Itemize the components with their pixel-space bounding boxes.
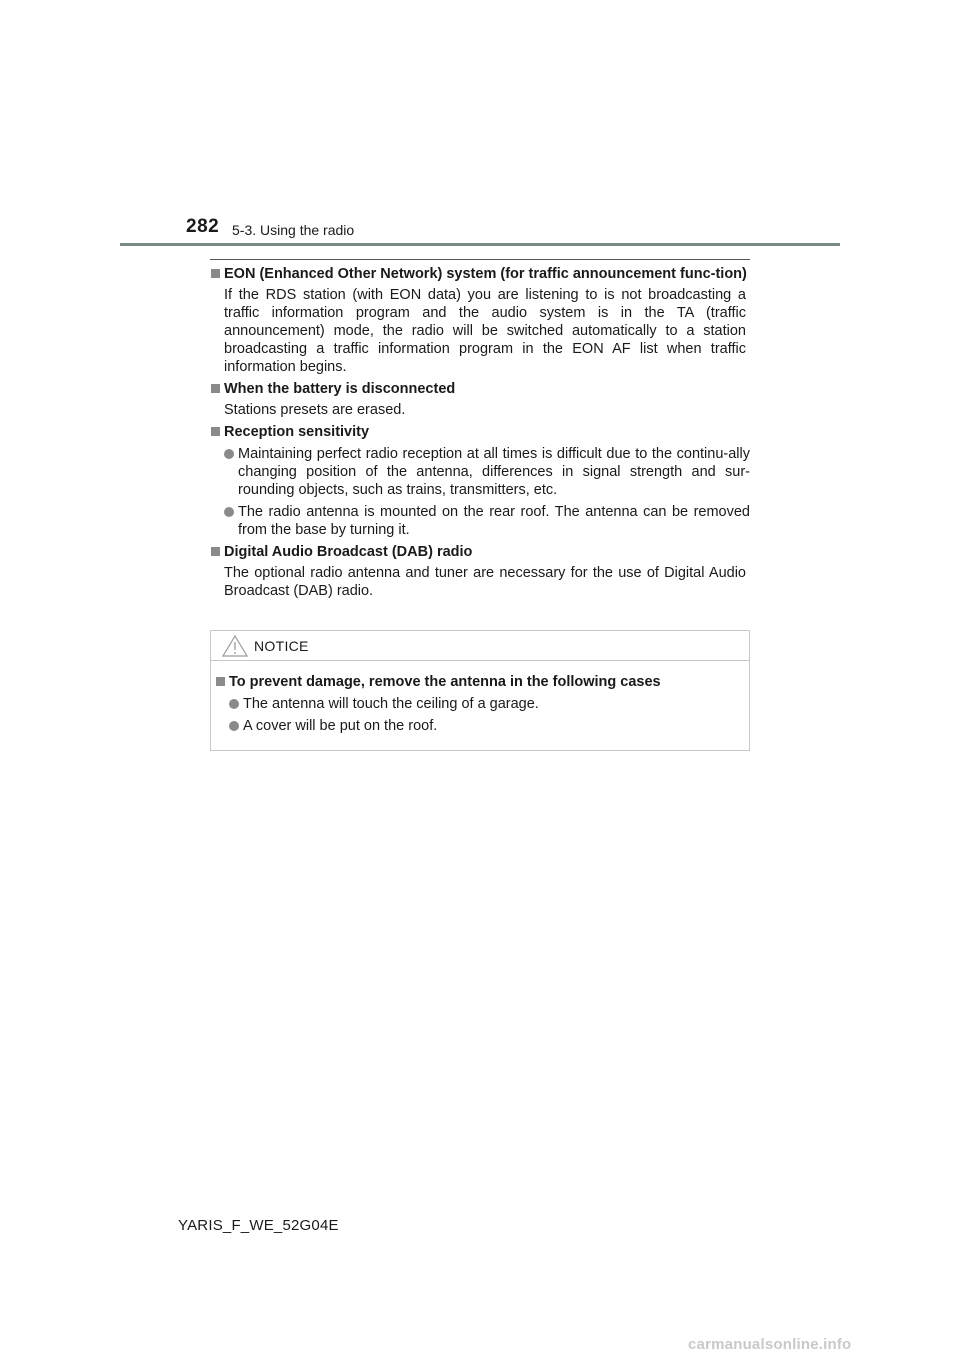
notice-header	[211, 631, 749, 661]
warning-triangle-icon	[222, 635, 248, 657]
circle-bullet-icon	[229, 699, 239, 709]
list-item-text: A cover will be put on the roof.	[243, 718, 438, 734]
section-title: 5-3. Using the radio	[232, 222, 355, 238]
square-bullet-icon	[211, 384, 220, 393]
topic-heading: Reception sensitivity	[224, 424, 370, 440]
notice-body	[211, 661, 749, 735]
list-item	[229, 695, 739, 713]
topic-dab	[210, 543, 750, 600]
notice-box	[210, 630, 750, 751]
content-rule	[210, 259, 750, 260]
list-item-text: The antenna will touch the ceiling of a garage.	[243, 696, 539, 712]
topic-heading: Digital Audio Broadcast (DAB) radio	[224, 544, 473, 560]
square-bullet-icon	[211, 427, 220, 436]
notice-label: NOTICE	[254, 638, 309, 654]
topic-body: The optional radio antenna and tuner are necessary for the use of Digital Audio Broadcast (DAB) radio.	[224, 565, 746, 599]
list-item	[224, 503, 750, 539]
list-item	[224, 445, 750, 499]
square-bullet-icon	[216, 677, 225, 686]
topic-body: Stations presets are erased.	[224, 402, 406, 418]
watermark: carmanualsonline.info	[688, 1336, 852, 1353]
topic-heading: EON (Enhanced Other Network) system (for traffic announcement func-tion)	[224, 266, 747, 282]
list-item-text: Maintaining perfect radio reception at all times is difficult due to the continu-ally changing position of the antenna, differences in signal strength and sur-rounding objects, such as trains, transmitters, etc.	[238, 446, 750, 498]
list-item	[229, 717, 739, 735]
circle-bullet-icon	[224, 449, 234, 459]
footer-code: YARIS_F_WE_52G04E	[178, 1217, 339, 1234]
topic-heading: When the battery is disconnected	[224, 381, 456, 397]
topic-body: If the RDS station (with EON data) you are listening to is not broadcasting a traffic information program and the audio system is in the TA (traffic announcement) mode, the radio will be switched automatically to a station broadcasting a traffic information program in the EON AF list when traffic information begins.	[224, 287, 746, 375]
square-bullet-icon	[211, 269, 220, 278]
square-bullet-icon	[211, 547, 220, 556]
topic-eon	[210, 265, 750, 376]
main-content	[210, 265, 750, 604]
topic-reception	[210, 423, 750, 539]
topic-battery	[210, 380, 750, 419]
page-number: 282	[186, 216, 220, 237]
list-item-text: The radio antenna is mounted on the rear roof. The antenna can be removed from the base by turning it.	[238, 504, 750, 538]
notice-heading: To prevent damage, remove the antenna in the following cases	[229, 674, 661, 690]
circle-bullet-icon	[229, 721, 239, 731]
circle-bullet-icon	[224, 507, 234, 517]
header-rule	[120, 243, 840, 246]
notice-topic	[215, 673, 739, 735]
